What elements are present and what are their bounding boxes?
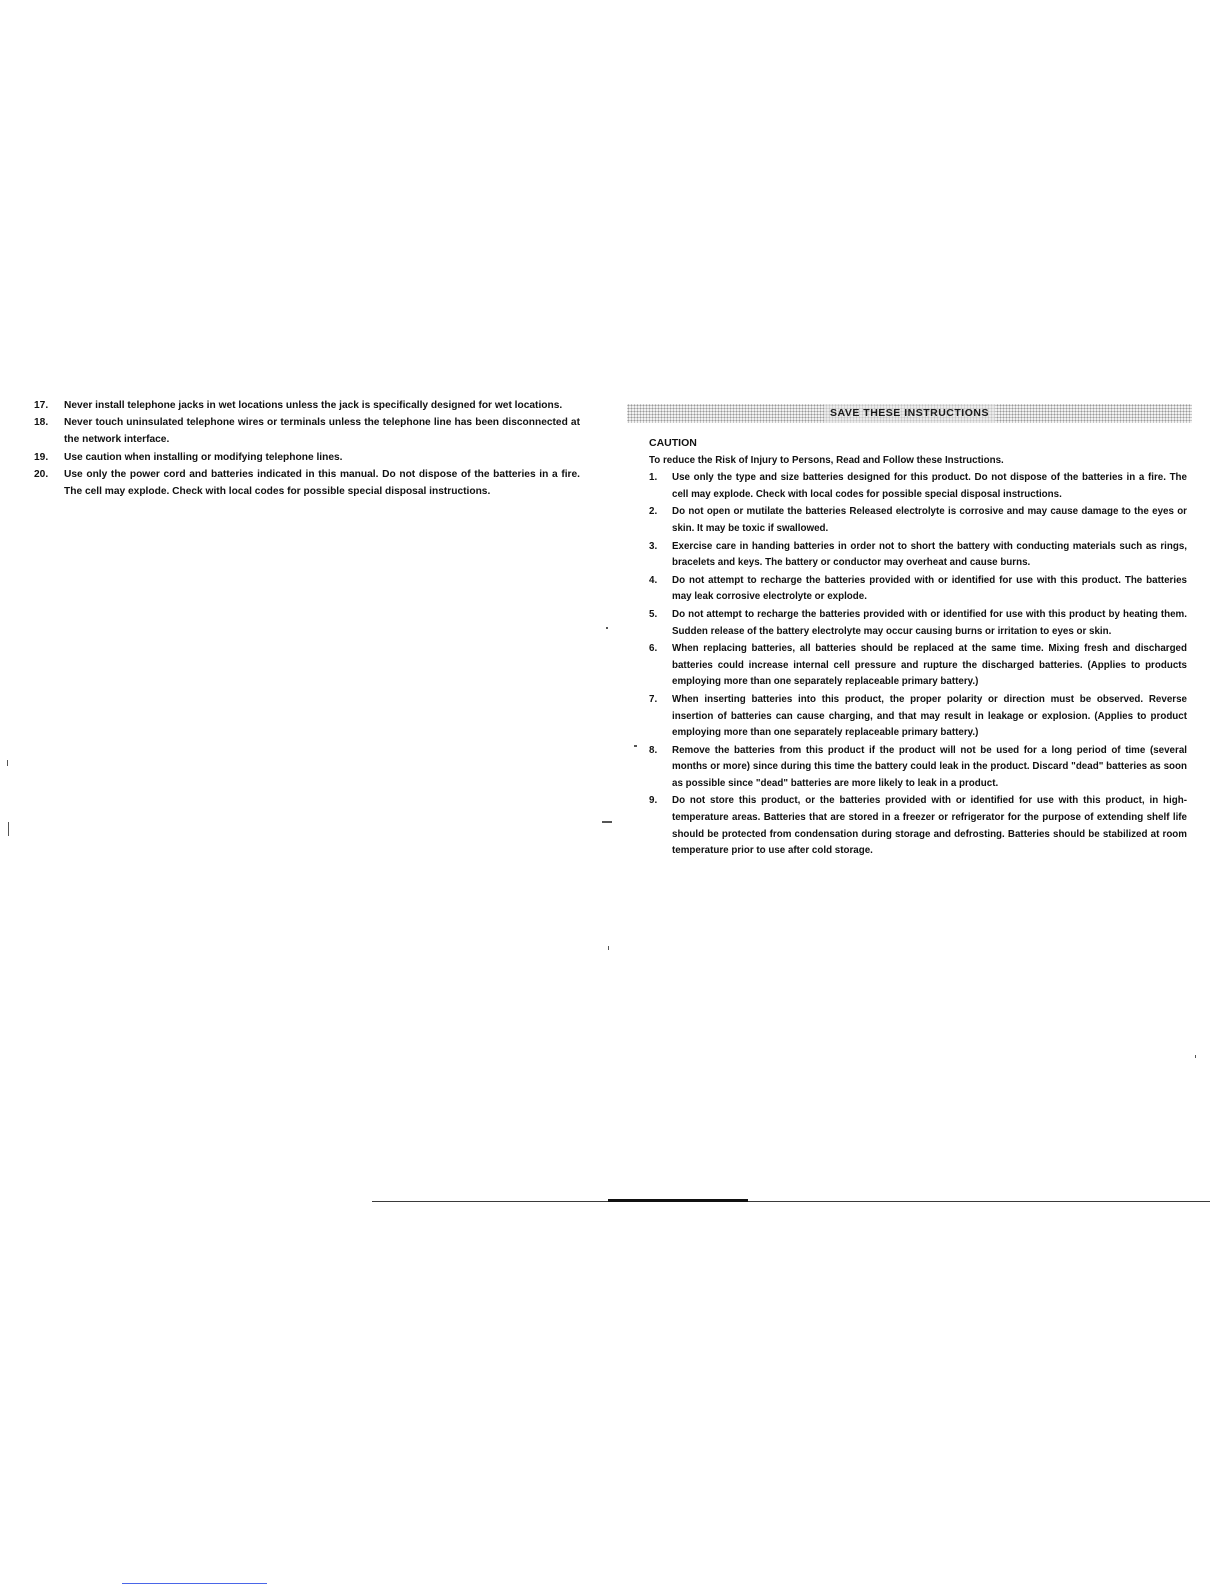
item-text: Do not open or mutilate the batteries Released electrolyte is corrosive and may cause damage to the eyes or skin. It may be toxic if swallowed.	[672, 506, 1187, 534]
list-item	[649, 607, 1187, 640]
item-number: 8.	[649, 744, 658, 756]
scan-speck	[608, 946, 609, 950]
banner-text: SAVE THESE INSTRUCTIONS	[824, 404, 995, 423]
item-text: When replacing batteries, all batteries should be replaced at the same time. Mixing fresh and discharged batteries could increase internal cell pressure and rupture the discharged batteries. (Applies to products employing more than one separately replaceable primary battery.)	[672, 643, 1187, 688]
safety-list-continued	[34, 397, 580, 500]
scan-speck	[602, 821, 612, 823]
item-number: 19.	[34, 451, 49, 463]
battery-caution-list	[649, 470, 1187, 860]
scrollbar-thumb[interactable]	[122, 1583, 267, 1584]
caution-heading: CAUTION	[649, 437, 697, 449]
item-number: 5.	[649, 608, 658, 620]
save-instructions-banner	[627, 404, 1192, 423]
item-number: 1.	[649, 472, 658, 484]
item-number: 7.	[649, 693, 658, 705]
list-item	[649, 793, 1187, 859]
list-item	[649, 743, 1187, 793]
item-text: Use caution when installing or modifying telephone lines.	[64, 451, 343, 463]
left-column	[34, 397, 580, 500]
right-column	[649, 404, 1187, 861]
item-text: When inserting batteries into this product, the proper polarity or direction must be observed. Reverse insertion of batteries can cause charging, and that may result in leakage or explosion. (Applies to product employing more than one separately replaceable primary battery.)	[672, 693, 1187, 739]
scan-speck	[606, 627, 608, 629]
item-text: Do not attempt to recharge the batteries provided with or identified for use with this product. The batteries may leak corrosive electrolyte or explode.	[672, 574, 1187, 603]
scan-speck	[8, 822, 9, 836]
list-item	[649, 641, 1187, 691]
item-text: Do not attempt to recharge the batteries provided with or identified for use with this product by heating them. Sudden release of the battery electrolyte may occur causing burns or irritation to eyes or skin.	[672, 608, 1187, 637]
item-number: 6.	[649, 643, 658, 655]
list-item	[34, 414, 580, 448]
page-divider-thick-segment	[608, 1199, 748, 1202]
item-text: Use only the type and size batteries designed for this product. Do not dispose of the batteries in a fire. The cell may explode. Check with local codes for possible special disposal instructions.	[672, 472, 1187, 500]
scan-speck	[7, 760, 8, 766]
item-text: Remove the batteries from this product if the product will not be used for a long period of time (several months or more) since during this time the battery could leak in the product. Discard "dead" batteries as soon as possible since "dead" batteries are more likely to leak in a product.	[672, 744, 1187, 789]
item-number: 18.	[34, 417, 49, 429]
scan-speck	[1195, 1055, 1196, 1058]
list-item	[34, 466, 580, 500]
list-item	[649, 692, 1187, 742]
caution-intro: To reduce the Risk of Injury to Persons, Read and Follow these Instructions.	[649, 454, 1004, 466]
item-number: 17.	[34, 400, 49, 411]
item-number: 9.	[649, 795, 658, 807]
list-item	[34, 449, 580, 466]
page-divider-rule	[372, 1201, 1210, 1202]
item-text: Exercise care in handing batteries in order not to short the battery with conducting materials such as rings, bracelets and keys. The battery or conductor may overheat and cause burns.	[672, 540, 1187, 569]
list-item	[649, 470, 1187, 503]
item-text: Do not store this product, or the batteries provided with or identified for use with this product, in high-temperature areas. Batteries that are stored in a freezer or refrigerator for the purpose of extending shelf life should be protected from condensation during storage and defrosting. Batteries should be stabilized at room temperature prior to use after cold storage.	[672, 795, 1187, 857]
item-text: Never touch uninsulated telephone wires or terminals unless the telephone line has been disconnected at the network interface.	[64, 417, 580, 446]
item-number: 2.	[649, 506, 658, 518]
item-number: 4.	[649, 574, 658, 586]
item-number: 3.	[649, 540, 658, 552]
list-item	[649, 573, 1187, 606]
scan-speck	[634, 745, 637, 747]
item-text: Use only the power cord and batteries indicated in this manual. Do not dispose of the batteries in a fire. The cell may explode. Check with local codes for possible special disposal instructions.	[64, 468, 580, 498]
item-number: 20.	[34, 468, 49, 480]
list-item	[34, 397, 580, 414]
list-item	[649, 504, 1187, 537]
item-text: Never install telephone jacks in wet locations unless the jack is specifically designed for wet locations.	[64, 400, 563, 411]
list-item	[649, 539, 1187, 572]
